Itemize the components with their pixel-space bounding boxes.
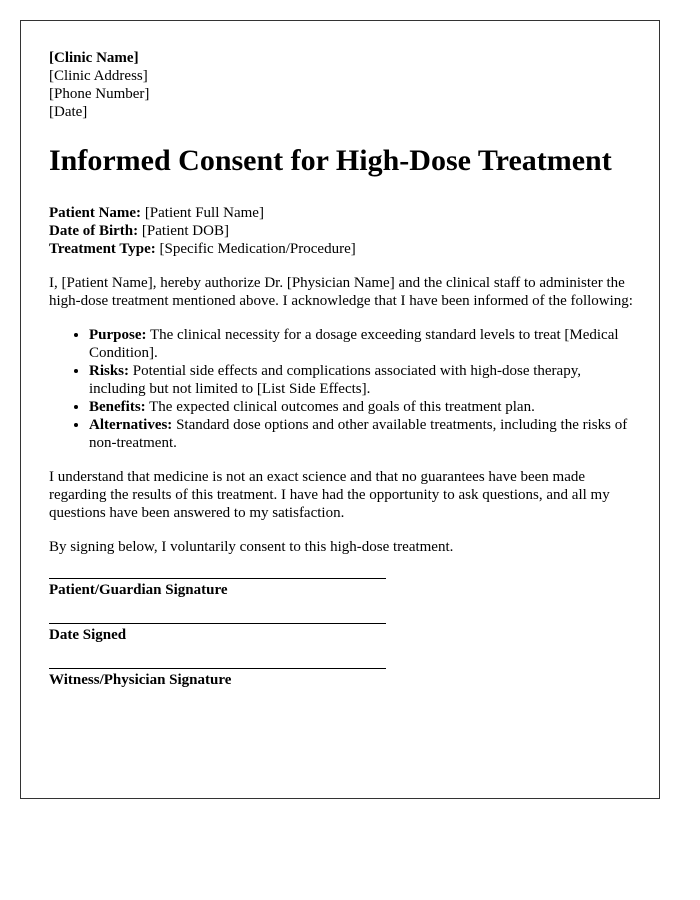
witness-signature-line[interactable]	[49, 668, 386, 669]
list-item-benefits	[89, 398, 634, 416]
witness-signature-label: Witness/Physician Signature	[49, 672, 232, 688]
treatment-type-label: Treatment Type:	[49, 241, 156, 257]
benefits-term: Benefits:	[89, 399, 146, 415]
patient-name-row	[49, 204, 634, 222]
understanding-paragraph: I understand that medicine is not an exact science and that no guarantees have been made regarding the results of this treatment. I have had the opportunity to ask questions, and all my questions have been answered to my satisfaction.	[49, 469, 610, 521]
dob-value: [Patient DOB]	[138, 223, 229, 239]
dob-row	[49, 222, 634, 240]
patient-name-label: Patient Name:	[49, 205, 142, 221]
clinic-header	[49, 49, 634, 121]
document-date: [Date]	[49, 104, 88, 120]
purpose-text: The clinical necessity for a dosage exceeding standard levels to treat [Medical Condition].	[89, 327, 619, 361]
consent-paragraph: By signing below, I voluntarily consent to this high-dose treatment.	[49, 539, 454, 555]
consent-document	[20, 20, 660, 799]
date-signed-label: Date Signed	[49, 627, 127, 643]
document-title: Informed Consent for High-Dose Treatment	[49, 144, 612, 177]
patient-info	[49, 204, 634, 258]
alternatives-text: Standard dose options and other available treatments, including the risks of non-treatment.	[89, 417, 628, 451]
date-signed-block	[49, 623, 634, 644]
date-signed-line[interactable]	[49, 623, 386, 624]
patient-signature-label: Patient/Guardian Signature	[49, 582, 228, 598]
intro-paragraph: I, [Patient Name], hereby authorize Dr. [Physician Name] and the clinical staff to administer the high-dose treatment mentioned above. I acknowledge that I have been informed of the following:	[49, 275, 633, 309]
patient-name-value: [Patient Full Name]	[141, 205, 264, 221]
clinic-phone: [Phone Number]	[49, 86, 150, 102]
patient-signature-line[interactable]	[49, 578, 386, 579]
risks-term: Risks:	[89, 363, 130, 379]
benefits-text: The expected clinical outcomes and goals of this treatment plan.	[145, 399, 535, 415]
treatment-type-value: [Specific Medication/Procedure]	[155, 241, 356, 257]
risks-text: Potential side effects and complications associated with high-dose therapy, including but not limited to [List Side Effects].	[89, 363, 581, 397]
witness-signature-block	[49, 668, 634, 689]
treatment-type-row	[49, 240, 634, 258]
list-item-purpose	[89, 326, 634, 362]
clinic-name: [Clinic Name]	[49, 50, 139, 66]
purpose-term: Purpose:	[89, 327, 147, 343]
dob-label: Date of Birth:	[49, 223, 139, 239]
clinic-address: [Clinic Address]	[49, 68, 148, 84]
disclosure-list	[49, 326, 634, 452]
document-content	[49, 49, 634, 689]
patient-signature-block	[49, 578, 634, 599]
list-item-risks	[89, 362, 634, 398]
alternatives-term: Alternatives:	[89, 417, 173, 433]
list-item-alternatives	[89, 416, 634, 452]
